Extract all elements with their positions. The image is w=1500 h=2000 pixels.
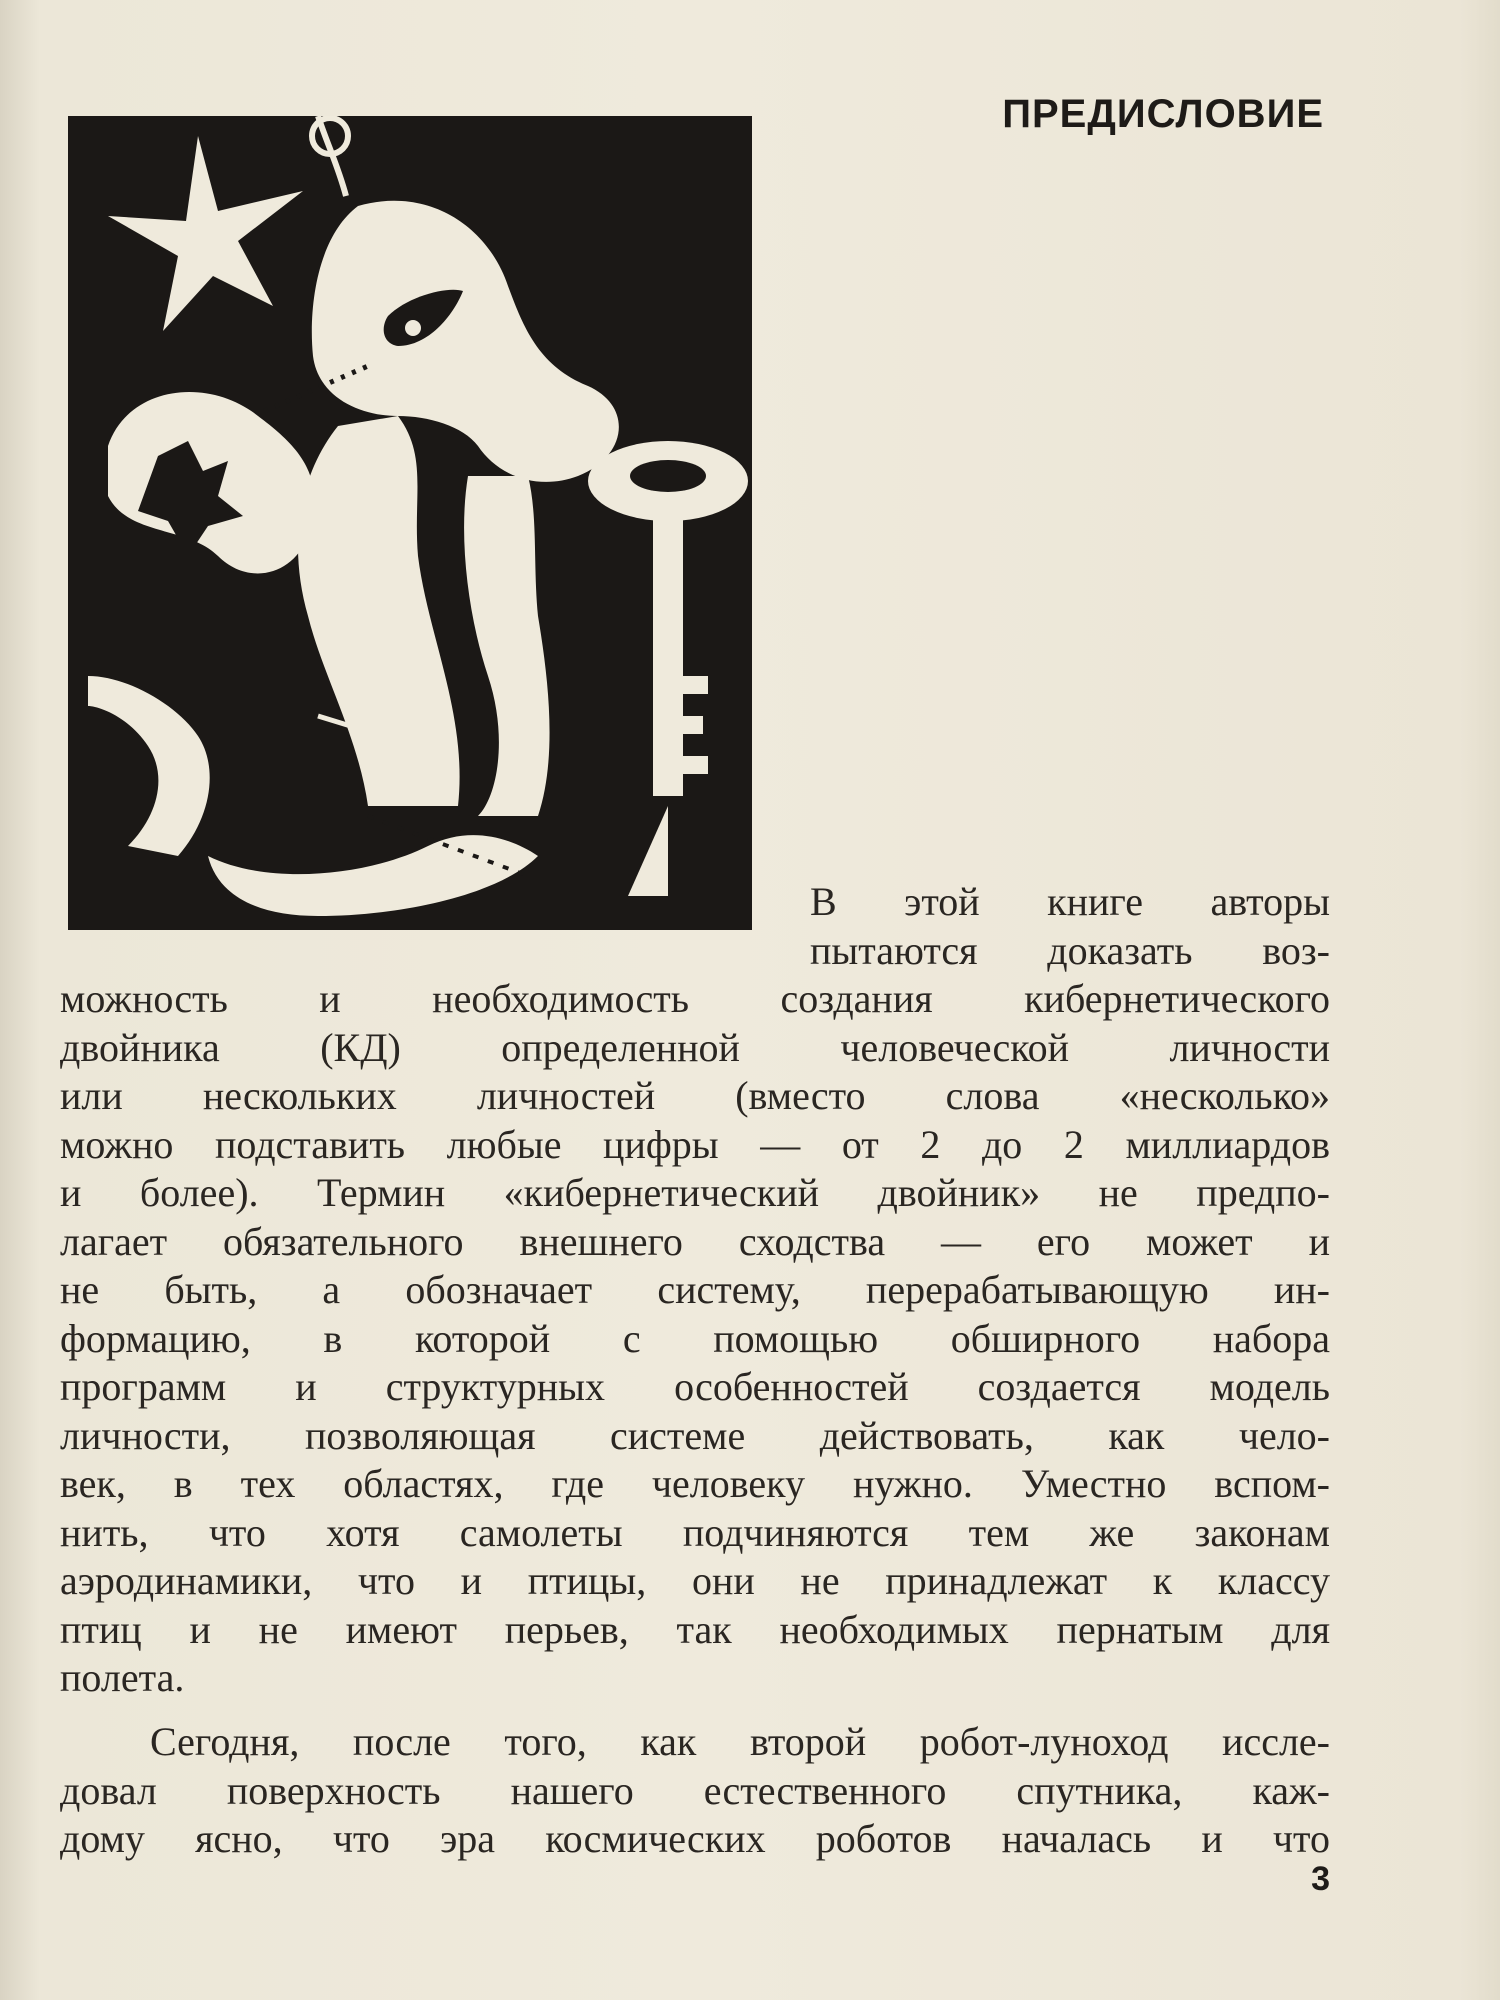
- text-line: или нескольких личностей (вместо слова «несколько»: [60, 1073, 1330, 1118]
- text-line: В этой книге авторы: [810, 879, 1330, 924]
- intro-text: [810, 878, 1330, 975]
- text-line: пытаются доказать воз-: [810, 927, 1330, 973]
- text-line: личности, позволяющая системе действовать, как чело-: [60, 1412, 1330, 1458]
- chapter-heading: ПРЕДИСЛОВИЕ: [1002, 92, 1324, 136]
- text-line: нить, что хотя самолеты подчиняются тем же законам: [60, 1509, 1330, 1555]
- paragraph-2: [60, 1718, 1330, 1864]
- text-line: программ и структурных особенностей создается модель: [60, 1364, 1330, 1409]
- text-line: век, в тех областях, где человеку нужно. Уместно вспом-: [60, 1461, 1330, 1506]
- text-line: лагает обязательного внешнего сходства — его может и: [60, 1218, 1330, 1264]
- text-line: птиц и не имеют перьев, так необходимых пернатым для: [60, 1606, 1330, 1652]
- text-line: можность и необходимость создания кибернетического: [60, 976, 1330, 1021]
- text-line: полета.: [60, 1655, 185, 1700]
- robot-illustration: [68, 116, 752, 930]
- text-line: довал поверхность нашего естественного спутника, каж-: [60, 1767, 1330, 1813]
- robot-illustration-graphic: [68, 116, 752, 930]
- page-number: 3: [1311, 1860, 1330, 1898]
- paragraph-1: [60, 975, 1330, 1703]
- text-line: можно подставить любые цифры — от 2 до 2 миллиардов: [60, 1121, 1330, 1167]
- text-line: двойника (КД) определенной человеческой личности: [60, 1024, 1330, 1070]
- text-line: аэродинамики, что и птицы, они не принадлежат к классу: [60, 1558, 1330, 1603]
- text-line: Сегодня, после того, как второй робот-луноход иссле-: [150, 1719, 1330, 1764]
- text-line: дому ясно, что эра космических роботов началась и что: [60, 1816, 1330, 1861]
- text-line: не быть, а обозначает систему, перерабатывающую ин-: [60, 1267, 1330, 1312]
- text-line: и более). Термин «кибернетический двойник» не предпо-: [60, 1170, 1330, 1215]
- text-line: формацию, в которой с помощью обширного набора: [60, 1315, 1330, 1361]
